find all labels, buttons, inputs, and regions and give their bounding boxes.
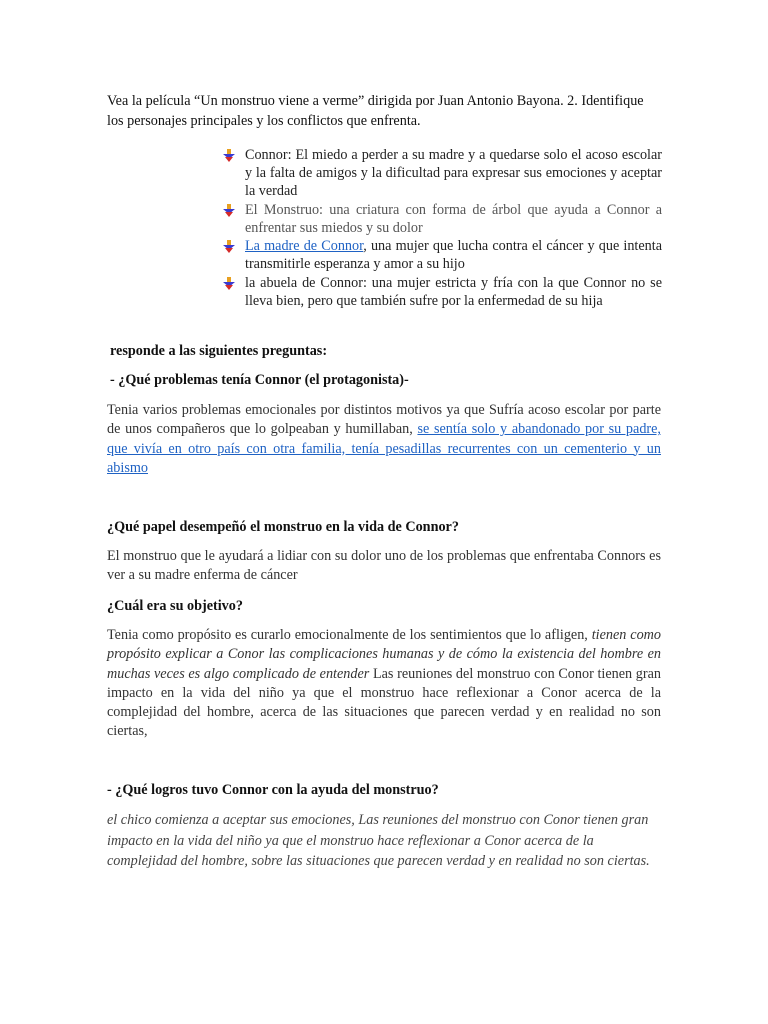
answer-2: El monstruo que le ayudará a lidiar con su dolor uno de los problemas que enfrentaba Connors es ver a su madre enferma de cáncer [107, 548, 661, 584]
answer-3-text-2: Las reuniones del monstruo con Conor tienen gran impacto en la vida del niño ya que el monstruo hace reflexionar a Conor acerca de la complejidad del hombre, acerca de las situaciones que parecen verdad y en realidad no son ciertas, [107, 665, 661, 740]
answer-3 [107, 626, 661, 742]
answer-1-text: Tenia varios problemas emocionales por distintos motivos ya que Sufría acoso escolar por parte de unos compañeros que lo golpeaban y humillaban, [107, 402, 661, 438]
answer-3-text: Tenia como propósito es curarlo emocionalmente de los sentimientos que lo afligen, [107, 627, 592, 643]
question-4: - ¿Qué logros tuvo Connor con la ayuda del monstruo? [107, 782, 439, 798]
answer-1 [107, 401, 661, 478]
question-1: - ¿Qué problemas tenía Connor (el protagonista)- [110, 372, 409, 388]
arrow-bullet-icon [222, 240, 236, 253]
answer-1-link[interactable]: se sentía solo y abandonado por su padre, que vivía en otro país con otra familia, tenía pesadillas recurrentes con un cementerio y un abismo [107, 421, 661, 476]
answer-3-italic: tienen como propósito explicar a Conor las complicaciones humanas y de cómo la existencia del hombre en muchas veces es algo complicado de entender [107, 627, 661, 682]
answer-4: el chico comienza a aceptar sus emociones, Las reuniones del monstruo con Conor tienen gran impacto en la vida del niño ya que el monstruo hace reflexionar a Conor acerca de la complejidad del hombre, sobre las situaciones que parecen verdad y en realidad no son ciertas. [107, 812, 650, 869]
list-item-abuela [222, 274, 662, 310]
arrow-bullet-icon [222, 204, 236, 217]
madre-link[interactable]: La madre de Connor [245, 238, 364, 254]
list-item-monstruo [222, 201, 662, 237]
section-heading: responde a las siguientes preguntas: [110, 343, 328, 359]
question-3: ¿Cuál era su objetivo? [107, 598, 243, 614]
list-item-connor [222, 146, 662, 200]
bullet-text: El Monstruo: una criatura con forma de árbol que ayuda a Connor a enfrentar sus miedos y su dolor [245, 201, 662, 236]
bullet-text: la abuela de Connor: una mujer estricta y fría con la que Connor no se lleva bien, pero que también sufre por la enfermedad de su hija [245, 274, 662, 309]
intro-paragraph: Vea la película “Un monstruo viene a verme” dirigida por Juan Antonio Bayona. 2. Identifique los personajes principales y los conflictos que enfrenta. [107, 93, 644, 129]
arrow-bullet-icon [222, 149, 236, 162]
character-list [222, 146, 662, 310]
question-2: ¿Qué papel desempeñó el monstruo en la vida de Connor? [107, 519, 459, 535]
bullet-text: , una mujer que lucha contra el cáncer y que intenta transmitirle esperanza y amor a su hijo [245, 238, 663, 272]
arrow-bullet-icon [222, 277, 236, 290]
list-item-madre [222, 237, 662, 273]
bullet-text: Connor: El miedo a perder a su madre y a quedarse solo el acoso escolar y la falta de amigos y la dificultad para expresar sus emociones y aceptar la verdad [245, 147, 662, 199]
